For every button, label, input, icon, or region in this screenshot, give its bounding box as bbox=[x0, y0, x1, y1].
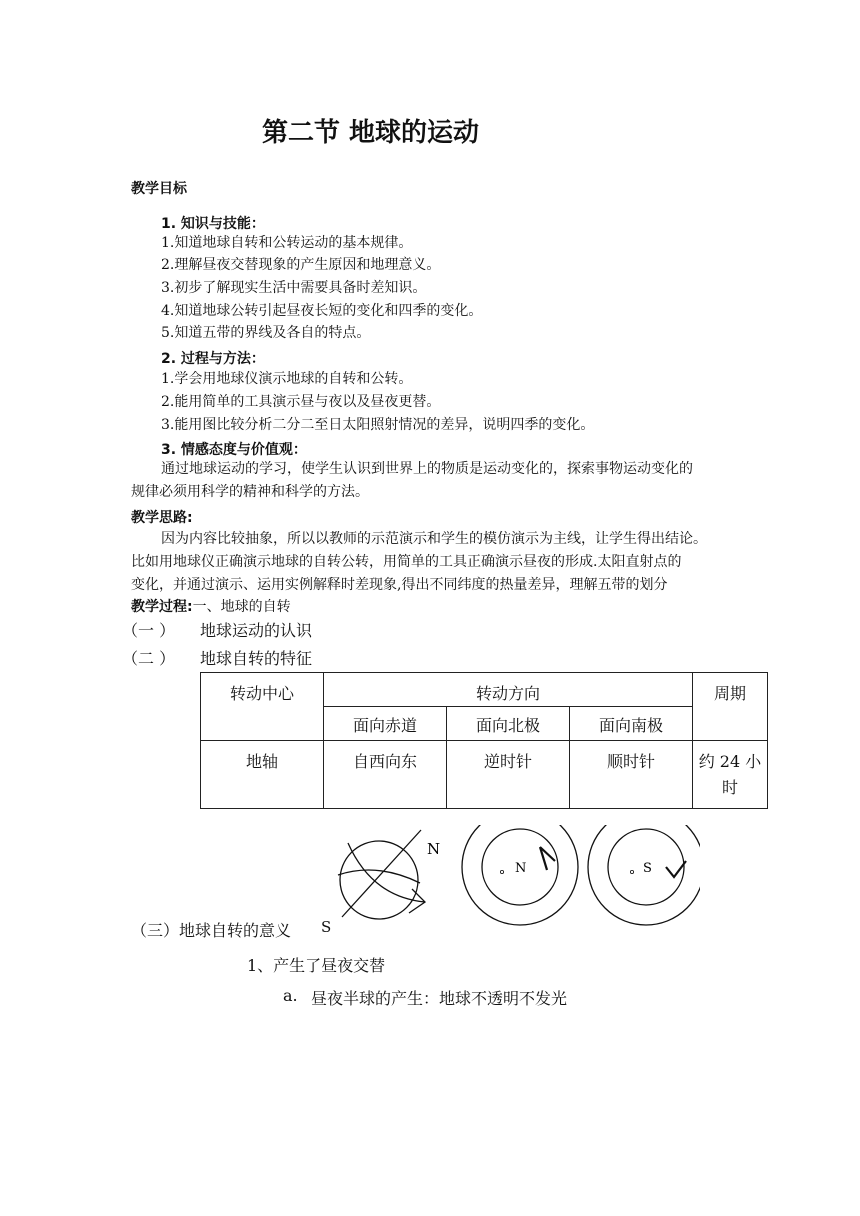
knowledge-item: 2.理解昼夜交替现象的产生原因和地理意义。 bbox=[161, 257, 441, 273]
attitude-heading: 3. 情感态度与价值观： bbox=[161, 442, 307, 458]
point-a-text: 昼夜半球的产生：地球不透明不发光 bbox=[311, 989, 568, 1008]
cell-period bbox=[693, 741, 768, 809]
process-item: 3.能用图比较分析二分二至日太阳照射情况的差异，说明四季的变化。 bbox=[161, 417, 595, 433]
axis-north-label: N bbox=[427, 840, 441, 858]
section-1-number: （一 ） bbox=[122, 621, 176, 640]
south-center-dot bbox=[630, 870, 633, 873]
process-heading-label: 教学过程: bbox=[131, 599, 193, 615]
point-a-letter: a. bbox=[283, 986, 298, 1005]
subheader-north: 面向北极 bbox=[447, 707, 570, 741]
subheader-equator: 面向赤道 bbox=[324, 707, 447, 741]
cell-south: 顺时针 bbox=[570, 741, 693, 809]
process-topic: 一、地球的自转 bbox=[192, 599, 291, 615]
page-title: 第二节 地球的运动 bbox=[262, 118, 480, 148]
process-item: 2.能用简单的工具演示昼与夜以及昼夜更替。 bbox=[161, 394, 441, 410]
attitude-line: 规律必须用科学的精神和科学的方法。 bbox=[131, 484, 369, 500]
north-rotation-arrow bbox=[540, 847, 555, 870]
header-direction: 转动方向 bbox=[324, 673, 693, 707]
cell-center: 地轴 bbox=[201, 741, 324, 809]
cell-north: 逆时针 bbox=[447, 741, 570, 809]
south-pole-label: S bbox=[643, 861, 652, 876]
header-period: 周期 bbox=[693, 673, 768, 741]
earth-side-circle bbox=[340, 841, 418, 919]
attitude-line: 通过地球运动的学习，使学生认识到世界上的物质是运动变化的，探索事物运动变化的 bbox=[161, 461, 693, 477]
section-2-title: 地球自转的特征 bbox=[200, 649, 313, 668]
thinking-heading: 教学思路: bbox=[131, 510, 193, 526]
process-item: 1.学会用地球仪演示地球的自转和公转。 bbox=[161, 371, 413, 387]
objectives-heading: 教学目标 bbox=[131, 181, 187, 197]
rotation-arrow-path bbox=[348, 843, 425, 902]
header-center: 转动中心 bbox=[201, 673, 324, 741]
rotation-diagram bbox=[320, 825, 700, 930]
cell-period-line2: 时 bbox=[721, 778, 738, 797]
section-2-number: （二 ） bbox=[122, 649, 176, 668]
section-1-title: 地球运动的认识 bbox=[200, 621, 313, 640]
cell-period-line1: 约 24 小 bbox=[698, 752, 762, 771]
point-1: 1、产生了昼夜交替 bbox=[247, 956, 386, 975]
rotation-table bbox=[200, 672, 768, 809]
knowledge-item: 5.知道五带的界线及各自的特点。 bbox=[161, 325, 371, 341]
knowledge-item: 1.知道地球自转和公转运动的基本规律。 bbox=[161, 235, 413, 251]
north-center-dot bbox=[500, 870, 503, 873]
thinking-line: 比如用地球仪正确演示地球的自转公转，用简单的工具正确演示昼夜的形成.太阳直射点的 bbox=[131, 554, 682, 570]
thinking-line: 因为内容比较抽象，所以以教师的示范演示和学生的模仿演示为主线，让学生得出结论。 bbox=[161, 531, 707, 547]
section-3-title: （三）地球自转的意义 bbox=[131, 921, 292, 940]
knowledge-heading: 1. 知识与技能： bbox=[161, 216, 265, 232]
cell-equator: 自西向东 bbox=[324, 741, 447, 809]
knowledge-item: 4.知道地球公转引起昼夜长短的变化和四季的变化。 bbox=[161, 303, 483, 319]
knowledge-item: 3.初步了解现实生活中需要具备时差知识。 bbox=[161, 280, 427, 296]
north-pole-label: N bbox=[515, 861, 527, 876]
process-line bbox=[131, 596, 291, 618]
thinking-line: 变化，并通过演示、运用实例解释时差现象,得出不同纬度的热量差异，理解五带的划分 bbox=[131, 577, 668, 593]
process-heading: 2. 过程与方法： bbox=[161, 351, 265, 367]
subheader-south: 面向南极 bbox=[570, 707, 693, 741]
axis-south-label: S bbox=[321, 918, 332, 936]
